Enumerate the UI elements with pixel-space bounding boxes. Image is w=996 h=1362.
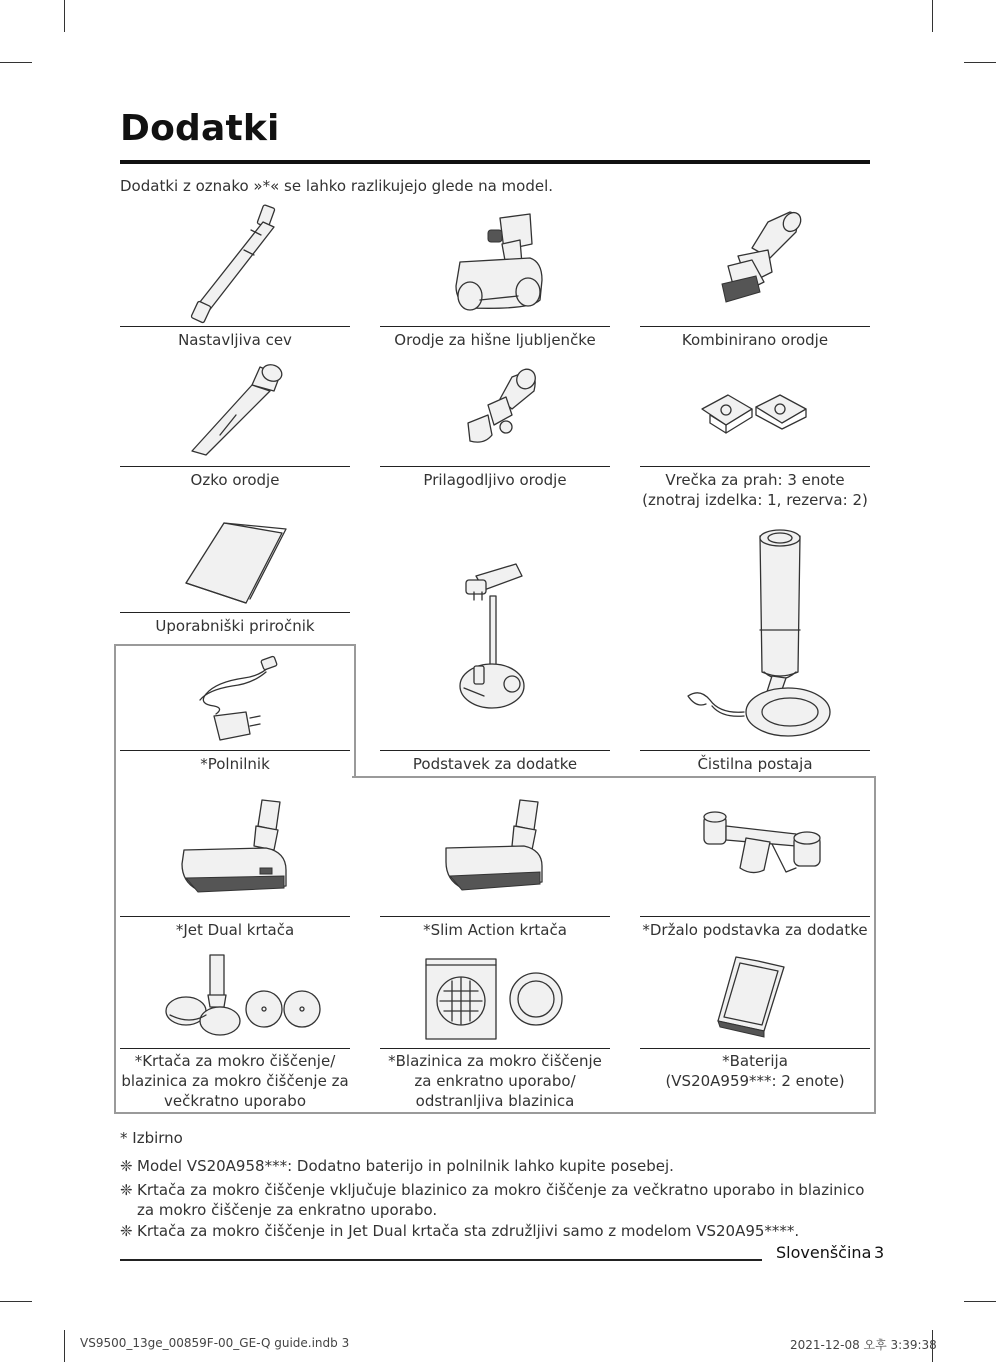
intro-text: Dodatki z oznako »*« se lahko razlikujejo glede na model.: [120, 177, 554, 195]
pet-tool-icon: [380, 200, 610, 325]
page-number: 3: [874, 1243, 885, 1262]
item-label: Nastavljiva cev: [178, 331, 292, 349]
accessory-item: [380, 945, 610, 1115]
item-label: Orodje za hišne ljubljenčke: [394, 331, 596, 349]
item-label: *Držalo podstavka za dodatke: [642, 921, 868, 939]
file-slug: VS9500_13ge_00859F-00_GE-Q guide.indb 3: [80, 1336, 350, 1350]
accessory-item: [380, 790, 610, 950]
timestamp-slug: 2021-12-08 오후 3:39:38: [790, 1338, 937, 1352]
wet-brush-icon: [120, 945, 350, 1048]
optional-note: * Izbirno: [120, 1129, 183, 1147]
item-label: *Slim Action krtača: [423, 921, 567, 939]
combination-tool-icon: [640, 200, 870, 325]
accessory-item: [380, 355, 610, 500]
user-manual-icon: [120, 515, 350, 612]
note-item: [120, 1180, 880, 1220]
battery-icon: [640, 945, 870, 1048]
disposable-pad-icon: [380, 945, 610, 1048]
item-label: *Jet Dual krtača: [175, 921, 295, 939]
item-label: *Baterija (VS20A959***: 2 enote): [665, 1052, 845, 1090]
note-marker: ❈: [120, 1222, 133, 1240]
extension-tube-icon: [120, 200, 350, 325]
note-text: Krtača za mokro čiščenje in Jet Dual krtača sta združljivi samo z modelom VS20A95****.: [137, 1222, 800, 1240]
accessory-item: [640, 520, 870, 780]
note-text: Krtača za mokro čiščenje vključuje blazinico za mokro čiščenje za večkratno uporabo in blazinico za mokro čiščenje za enkratno uporabo.: [137, 1181, 865, 1219]
accessory-item: [640, 200, 870, 360]
charger-icon: [120, 650, 350, 750]
item-label: Čistilna postaja: [697, 755, 813, 773]
accessory-item: [120, 790, 350, 950]
note-marker: ❈: [120, 1181, 133, 1199]
footer-language: Slovenščina: [776, 1243, 872, 1262]
item-label: *Polnilnik: [200, 755, 270, 773]
accessory-item: [120, 945, 350, 1115]
title-rule: [120, 160, 870, 164]
accessory-item: [120, 650, 350, 780]
page-title: Dodatki: [120, 108, 280, 149]
item-label: Uporabniški priročnik: [155, 617, 315, 635]
item-label: *Krtača za mokro čiščenje/ blazinica za mokro čiščenje za večkratno uporabo: [121, 1052, 349, 1110]
accessory-item: [380, 200, 610, 360]
note-marker: ❈: [120, 1157, 133, 1175]
footer-rule: [120, 1259, 762, 1261]
crevice-tool-icon: [120, 355, 350, 465]
item-label: Kombinirano orodje: [681, 331, 829, 349]
accessory-item: [640, 790, 870, 950]
accessory-item: [640, 945, 870, 1115]
accessory-holder-icon: [640, 790, 870, 916]
note-text: Model VS20A958***: Dodatno baterijo in polnilnik lahko kupite posebej.: [137, 1157, 674, 1175]
adaptable-tool-icon: [380, 355, 610, 465]
item-label: *Blazinica za mokro čiščenje za enkratno uporabo/ odstranljiva blazinica: [388, 1052, 602, 1110]
note-item: [120, 1221, 880, 1241]
accessory-item: [640, 355, 870, 520]
accessory-item: [120, 200, 350, 360]
accessory-item: [120, 515, 350, 645]
item-label: Ozko orodje: [190, 471, 280, 489]
item-label: Vrečka za prah: 3 enote (znotraj izdelka: 1, rezerva: 2): [642, 471, 868, 509]
accessory-stand-icon: [380, 520, 610, 750]
item-label: Prilagodljivo orodje: [423, 471, 567, 489]
slim-action-brush-icon: [380, 790, 610, 916]
clean-station-icon: [640, 520, 870, 750]
jet-dual-brush-icon: [120, 790, 350, 916]
accessory-item: [120, 355, 350, 500]
note-item: [120, 1156, 880, 1176]
item-label: Podstavek za dodatke: [412, 755, 578, 773]
dust-bag-icon: [640, 355, 870, 465]
accessory-item: [380, 520, 610, 780]
